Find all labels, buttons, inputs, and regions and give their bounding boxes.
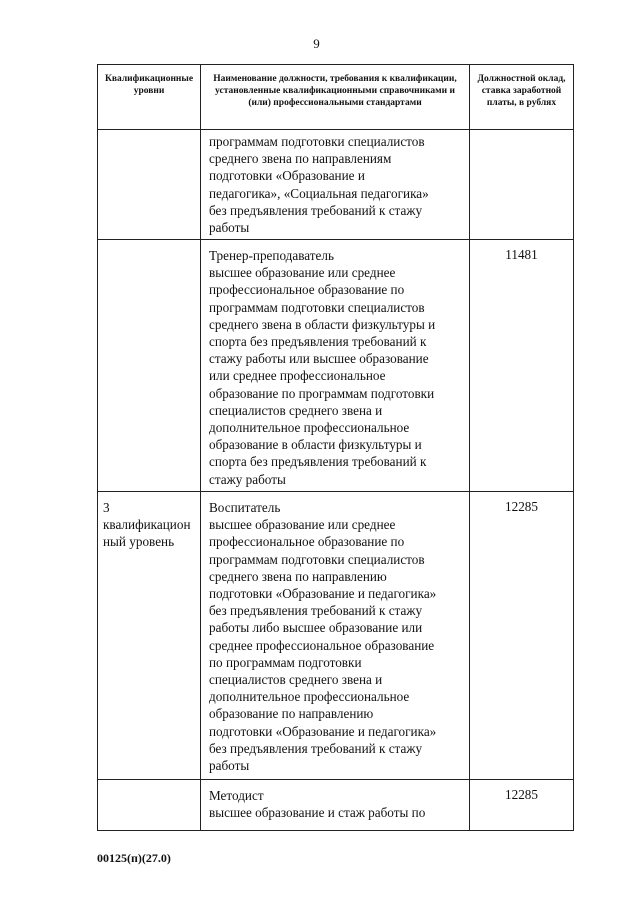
salary-cell [470, 130, 574, 240]
salary-cell: 12285 [470, 780, 574, 831]
page-number: 9 [313, 36, 320, 51]
table-row [98, 240, 574, 492]
salary-cell: 11481 [470, 240, 574, 492]
qualification-table [97, 64, 574, 831]
salary-cell: 12285 [470, 492, 574, 780]
level-cell: 3 квалификацион ный уровень [98, 492, 201, 780]
position-cell: Воспитатель высшее образование или среднее профессиональное образование по программам подготовки специалистов среднего звена по направлению подготовки «Образование и педагогика» без предъявления требований к стажу работы либо высшее образование или среднее профессиональное образование по программам подготовки специалистов среднего звена и дополнительное профессиональное образование по направлению подготовки «Образование и педагогика» без предъявления требований к стажу работы [201, 492, 470, 780]
header-qualification-levels: Квалификационные уровни [98, 65, 201, 130]
header-position-requirements: Наименование должности, требования к квалификации, установленные квалификационными справочниками и (или) профессиональными стандартами [201, 65, 470, 130]
table-row [98, 492, 574, 780]
table-row [98, 780, 574, 831]
header-salary: Должностной оклад, ставка заработной платы, в рублях [470, 65, 574, 130]
position-cell: Тренер-преподаватель высшее образование или среднее профессиональное образование по программам подготовки специалистов среднего звена в области физкультуры и спорта без предъявления требований к стажу работы или высшее образование или среднее профессиональное образование по программам подготовки специалистов среднего звена и дополнительное профессиональное образование в области физкультуры и спорта без предъявления требований к стажу работы [201, 240, 470, 492]
table-header-row [98, 65, 574, 130]
level-cell [98, 130, 201, 240]
level-cell [98, 780, 201, 831]
position-cell: программам подготовки специалистов среднего звена по направлениям подготовки «Образование и педагогика», «Социальная педагогика» без предъявления требований к стажу работы [201, 130, 470, 240]
document-code: 00125(п)(27.0) [97, 851, 171, 865]
position-cell: Методист высшее образование и стаж работы по [201, 780, 470, 831]
table-row [98, 130, 574, 240]
level-cell [98, 240, 201, 492]
